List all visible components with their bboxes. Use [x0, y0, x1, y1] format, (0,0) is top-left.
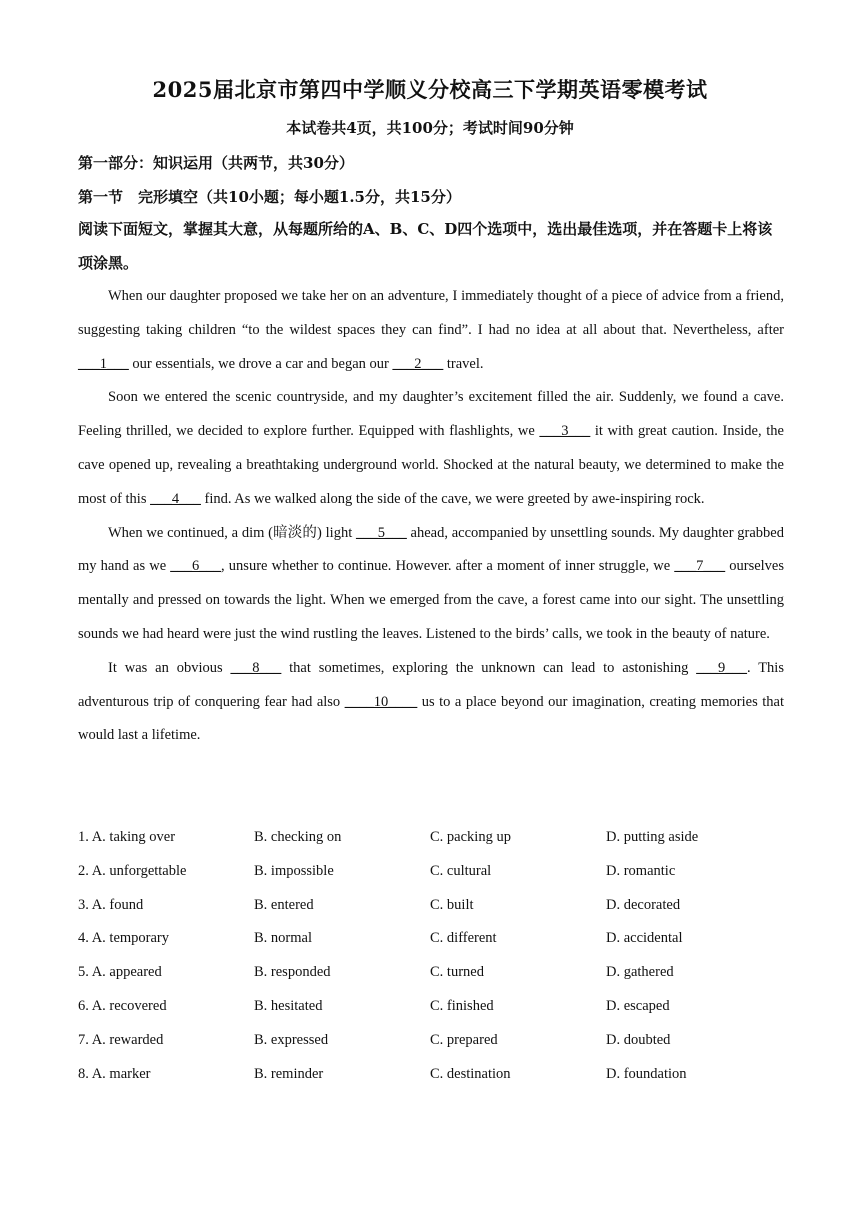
- answer-blank: ___4___: [150, 490, 201, 507]
- passage-paragraph: [78, 652, 784, 753]
- passage-text: . This adventurous trip of conquering fear had also: [78, 659, 784, 710]
- passage-text: travel.: [443, 355, 484, 372]
- passage-text: us to a place beyond our imagination, creating memories that would last a lifetime.: [78, 693, 784, 744]
- option-choice: B. entered: [254, 896, 314, 913]
- answer-blank: ___5___: [356, 524, 407, 541]
- part-heading: 第一部分：知识运用（共两节，共30分）: [78, 154, 354, 172]
- answer-blank: ___6___: [170, 558, 222, 575]
- passage-text: ahead, accompanied by unsettling sounds. My daughter grabbed my hand as we: [78, 524, 784, 575]
- question-options-row: [78, 855, 784, 889]
- option-choice: C. finished: [430, 997, 494, 1014]
- answer-blank: ____10____: [344, 693, 418, 710]
- option-choice: 5. A. appeared: [78, 964, 162, 981]
- option-choice: 2. A. unforgettable: [78, 862, 187, 879]
- option-choice: C. built: [430, 896, 474, 913]
- question-options-row: [78, 821, 784, 855]
- passage-text: ourselves mentally and pressed on towards the light. When we emerged from the cave, a forest came into our sight. The unsettling sounds we had heard were just the wind rustling the leaves. Listened to the birds’ calls, we took in the beauty of nature.: [78, 558, 785, 642]
- question-options-row: [78, 1024, 784, 1058]
- passage-text: find. As we walked along the side of the cave, we were greeted by awe-inspiring rock.: [200, 490, 705, 507]
- option-choice: D. doubted: [606, 1031, 671, 1048]
- option-choice: 3. A. found: [78, 896, 144, 913]
- option-choice: B. reminder: [254, 1065, 324, 1082]
- passage-text: our essentials, we drove a car and began our: [128, 355, 393, 372]
- option-choice: 8. A. marker: [78, 1065, 151, 1082]
- option-choice: C. prepared: [430, 1031, 498, 1048]
- option-choice: B. normal: [254, 930, 312, 947]
- passage-text: , unsure whether to continue. However. after a moment of inner struggle, we: [221, 558, 675, 575]
- exam-info: 本试卷共4页，共100分；考试时间90分钟: [286, 119, 574, 137]
- passage-text: When we continued, a dim (暗淡的) light: [108, 524, 357, 541]
- answer-blank: ___7___: [674, 558, 726, 575]
- option-choice: B. expressed: [254, 1031, 329, 1048]
- question-options-row: [78, 990, 784, 1024]
- option-choice: 7. A. rewarded: [78, 1031, 164, 1048]
- question-options-row: [78, 889, 784, 923]
- passage-text: When our daughter proposed we take her on an adventure, I immediately thought of a piece of advice from a friend, suggesting taking children “to the wildest spaces they can find”. I had no idea at all about that. Nevertheless, after: [78, 288, 784, 338]
- option-choice: 1. A. taking over: [78, 829, 176, 845]
- option-choice: B. impossible: [254, 862, 334, 879]
- question-options-row: [78, 922, 784, 956]
- question-options-row: [78, 956, 784, 990]
- option-choice: C. turned: [430, 964, 484, 981]
- passage-text: It was an obvious: [108, 659, 231, 676]
- passage: [78, 280, 784, 753]
- question-options-row: [78, 1058, 784, 1092]
- passage-text: that sometimes, exploring the unknown can lead to astonishing: [281, 659, 697, 676]
- option-choice: C. different: [430, 930, 497, 947]
- answer-blank: ___8___: [230, 659, 282, 676]
- answer-blank: ___9___: [696, 659, 747, 676]
- option-choice: D. putting aside: [606, 829, 699, 845]
- option-choice: D. escaped: [606, 997, 670, 1014]
- passage-text: it with great caution. Inside, the cave opened up, revealing a breathtaking underground world. Shocked at the natural beauty, we determined to make the most of this: [78, 423, 784, 507]
- passage-paragraph: [78, 280, 784, 381]
- subsection-heading: 第一节 完形填空（共10小题；每小题1.5分，共15分）: [78, 188, 461, 206]
- passage-paragraph: [78, 517, 784, 652]
- page-title: 2025届北京市第四中学顺义分校高三下学期英语零模考试: [152, 77, 708, 102]
- option-choice: C. packing up: [430, 829, 511, 845]
- answer-blank: ___3___: [539, 423, 591, 440]
- options-list: [78, 821, 784, 1091]
- option-choice: B. checking on: [254, 829, 342, 845]
- option-choice: D. foundation: [606, 1065, 687, 1082]
- option-choice: D. accidental: [606, 930, 683, 947]
- option-choice: B. responded: [254, 964, 331, 981]
- option-choice: 4. A. temporary: [78, 930, 170, 947]
- option-choice: D. romantic: [606, 862, 676, 879]
- option-choice: D. gathered: [606, 964, 674, 981]
- answer-blank: ___2___: [392, 355, 444, 372]
- option-choice: 6. A. recovered: [78, 997, 167, 1014]
- passage-paragraph: [78, 381, 784, 516]
- answer-blank: ___1___: [78, 355, 129, 372]
- option-choice: B. hesitated: [254, 997, 323, 1014]
- option-choice: C. destination: [430, 1065, 511, 1082]
- instructions: 阅读下面短文，掌握其大意，从每题所给的A、B、C、D四个选项中，选出最佳选项，并在答题卡上将该项涂黑。: [78, 220, 773, 272]
- passage-text: Soon we entered the scenic countryside, and my daughter’s excitement filled the air. Suddenly, we found a cave. Feeling thrilled, we decided to explore further. Equipped with flashlights, we: [78, 389, 784, 440]
- option-choice: D. decorated: [606, 896, 681, 913]
- option-choice: C. cultural: [430, 862, 492, 879]
